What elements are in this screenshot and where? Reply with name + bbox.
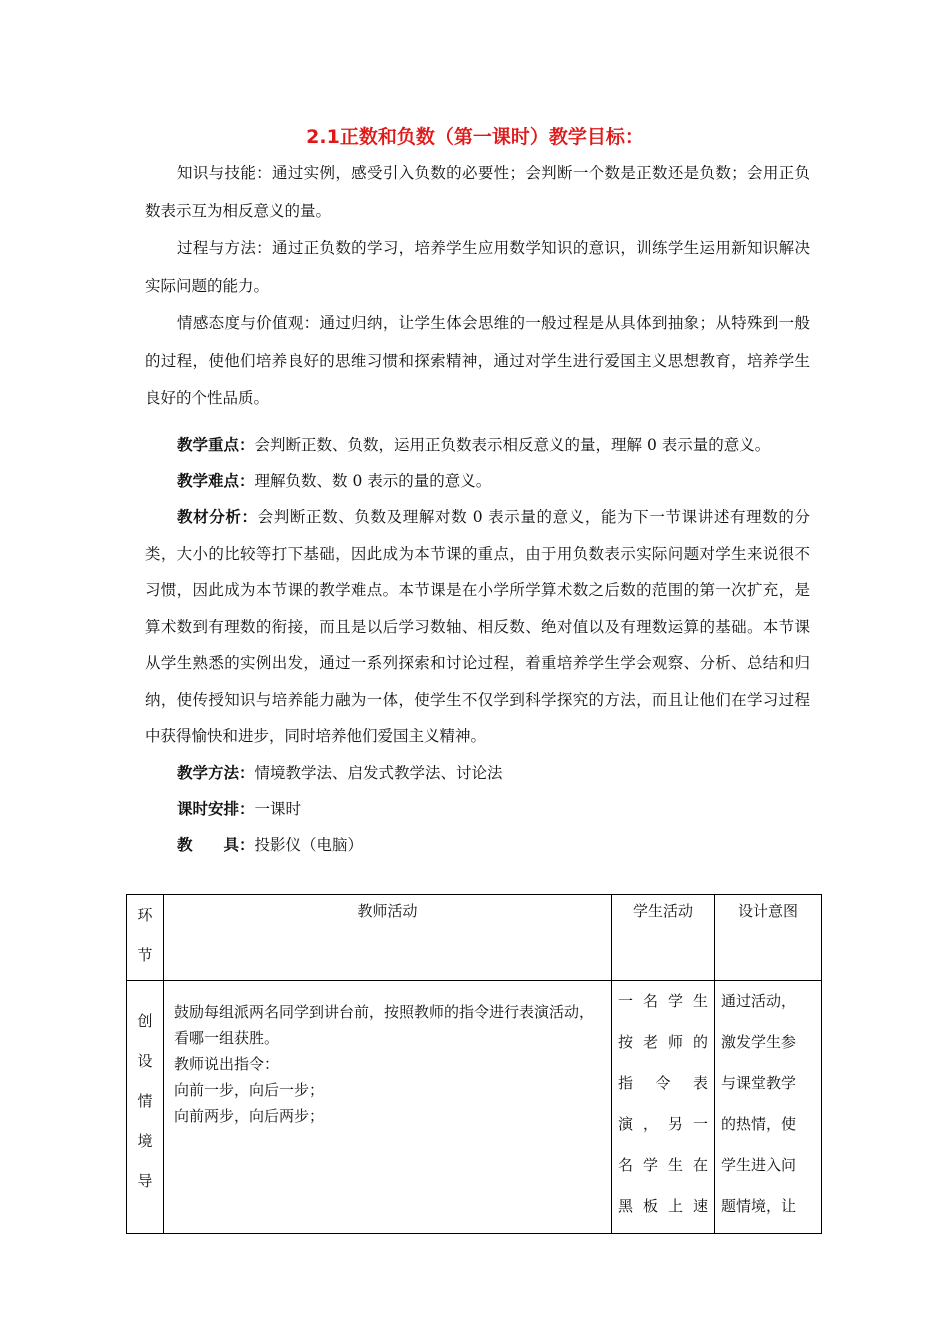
student-activity-line: 指令表 [618,1074,708,1092]
key-point [145,427,810,463]
table-row [127,981,822,1234]
table-header-row [127,895,822,981]
tools-line [145,827,810,863]
header-teacher: 教师活动 [164,895,612,981]
analysis-paragraph [145,499,810,755]
header-student: 学生活动 [612,895,715,981]
process-paragraph: 过程与方法：通过正负数的学习，培养学生应用数学知识的意识，训练学生运用新知识解决实际问题的能力。 [145,239,810,295]
analysis-text: 会判断正数、负数及理解对数 0 表示量的意义，能为下一节课讲述有理数的分类，大小的比较等打下基础，因此成为本节课的重点，由于用负数表示实际问题对学生来说很不习惯，因此成为本节课的教学难点。本节课是在小学所学算术数之后数的范围的第一次扩充，是算术数到有理数的衔接，而且是以后学习数轴、相反数、绝对值以及有理数运算的基础。本节课从学生熟悉的实例出发，通过一系列探索和讨论过程，着重培养学生学会观察、分析、总结和归纳，使传授知识与培养能力融为一体，使学生不仅学到科学探究的方法，而且让他们在学习过程中获得愉快和进步，同时培养他们爱国主义精神。 [145,508,810,745]
difficulty-text: 理解负数、数 0 表示的量的意义。 [254,472,492,490]
schedule-label: 课时安排： [177,799,255,818]
header-design: 设计意图 [715,895,822,981]
teacher-activity-line: 向前两步，向后两步； [174,1107,325,1125]
schedule-text: 一课时 [254,799,302,818]
method-line [145,755,810,791]
header-stage [127,895,164,981]
design-intent-cell [715,981,822,1234]
design-intent-line: 学生进入问 [721,1156,797,1174]
method-text: 情境教学法、启发式教学法、讨论法 [254,763,503,782]
design-intent-line: 的热情，使 [721,1115,797,1133]
teacher-activity-line: 教师说出指令： [174,1055,280,1073]
header-stage-char: 节 [137,946,153,964]
lesson-plan-table [126,894,822,1234]
key-point-label: 教学重点： [177,436,255,454]
design-intent-line: 通过活动， [721,992,797,1010]
header-stage-char: 环 [137,906,153,924]
teacher-activity-line: 鼓励每组派两名同学到讲台前，按照教师的指令进行表演活动，看哪一组获胜。 [174,1003,595,1047]
design-intent-line: 题情境，让 [721,1197,797,1215]
student-activity-cell [612,981,715,1234]
stage-cell [127,981,164,1234]
teacher-activity-cell [164,981,612,1234]
student-activity-line: 一名学生 [618,992,708,1010]
teaching-items [145,427,810,863]
student-activity-line: 演，另一 [618,1115,708,1133]
knowledge-paragraph: 知识与技能：通过实例，感受引入负数的必要性；会判断一个数是正数还是负数；会用正负数表示互为相反意义的量。 [145,164,810,220]
stage-char: 境 [137,1132,153,1150]
tools-label: 教 具： [177,835,255,854]
emotion-paragraph: 情感态度与价值观：通过归纳，让学生体会思维的一般过程是从具体到抽象；从特殊到一般的过程，使他们培养良好的思维习惯和探索精神，通过对学生进行爱国主义思想教育，培养学生良好的个性品质。 [145,314,810,407]
student-activity-line: 名学生在 [618,1156,708,1174]
teacher-activity-line: 向前一步，向后一步； [174,1081,325,1099]
key-point-text: 会判断正数、负数，运用正负数表示相反意义的量，理解 0 表示量的意义。 [254,436,771,454]
design-intent-line: 激发学生参 [721,1033,797,1051]
difficulty-point [145,463,810,499]
stage-char: 设 [137,1052,153,1070]
student-activity-line: 按老师的 [618,1033,708,1051]
stage-char: 创 [137,1012,153,1030]
document-title: 2.1正数和负数（第一课时）教学目标： [306,126,644,148]
student-activity-line: 黑板上速 [618,1197,708,1215]
analysis-label: 教材分析： [177,508,258,526]
schedule-line [145,791,810,827]
difficulty-label: 教学难点： [177,472,255,490]
stage-char: 导 [137,1172,153,1190]
tools-text: 投影仪（电脑） [254,835,364,854]
stage-char: 情 [137,1092,153,1110]
design-intent-line: 与课堂教学 [721,1074,797,1092]
objectives-section [145,155,810,418]
method-label: 教学方法： [177,763,255,782]
